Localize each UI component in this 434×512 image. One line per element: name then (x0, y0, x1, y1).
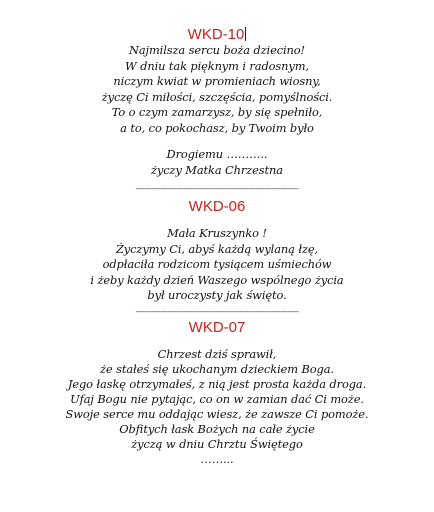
verse-block-wkd-06 (0, 226, 434, 304)
verse-block-wkd-10 (0, 43, 434, 178)
verse-line: że stałeś się ukochanym dzieckiem Boga. (100, 362, 334, 376)
verse-line: Mała Kruszynko ! (167, 226, 267, 240)
verse-line: Swoje serce mu oddając wiesz, że zawsze Ci pomoże. (65, 407, 369, 421)
verse-line: życzę Ci miłości, szczęścia, pomyślności. (101, 89, 333, 104)
dedication-line: Drogiemu ……….. (166, 147, 268, 161)
section-heading-wkd-06: WKD-06 (188, 198, 246, 215)
verse-line: Najmilsza sercu boża dziecino! (128, 43, 306, 57)
verse-line: a to, co pokochasz, by Twoim było (120, 120, 314, 135)
verse-line: Ufaj Bogu nie pytając, co on w zamian dać Ci może. (70, 392, 364, 406)
section-heading-wkd-07: WKD-07 (188, 319, 246, 336)
section-separator: ------------------------------------------------------------------------ (135, 307, 299, 316)
signature-line: życzy Matka Chrzestna (151, 162, 283, 177)
verse-line: i żeby każdy dzień Waszego wspólnego życia (90, 272, 344, 287)
verse-line: Życzymy Ci, abyś każdą wylaną łzę, (115, 241, 319, 256)
verse-line: Chrzest dziś sprawił, (157, 347, 277, 361)
verse-line: odpłaciła rodzicom tysiącem uśmiechów (102, 257, 332, 271)
text-cursor (245, 27, 246, 41)
verse-line: W dniu tak pięknym i radosnym, (125, 58, 309, 73)
section-separator: ------------------------------------------------------------------------ (135, 184, 299, 193)
verse-line: ……... (200, 452, 234, 466)
verse-line: niczym kwiat w promieniach wiosny, (113, 74, 321, 88)
verse-line: życzą w dniu Chrztu Świętego (131, 437, 303, 451)
verse-line: Jego łaskę otrzymałeś, z nią jest prosta każda droga. (67, 377, 367, 391)
verse-line: był uroczysty jak święto. (147, 288, 287, 302)
verse-line: Obfitych łask Bożych na całe życie (119, 422, 315, 436)
verse-line: To o czym zamarzysz, by się spełniło, (111, 105, 323, 119)
verse-block-wkd-07 (0, 347, 434, 467)
section-heading-wkd-10: WKD-10 (187, 26, 245, 43)
